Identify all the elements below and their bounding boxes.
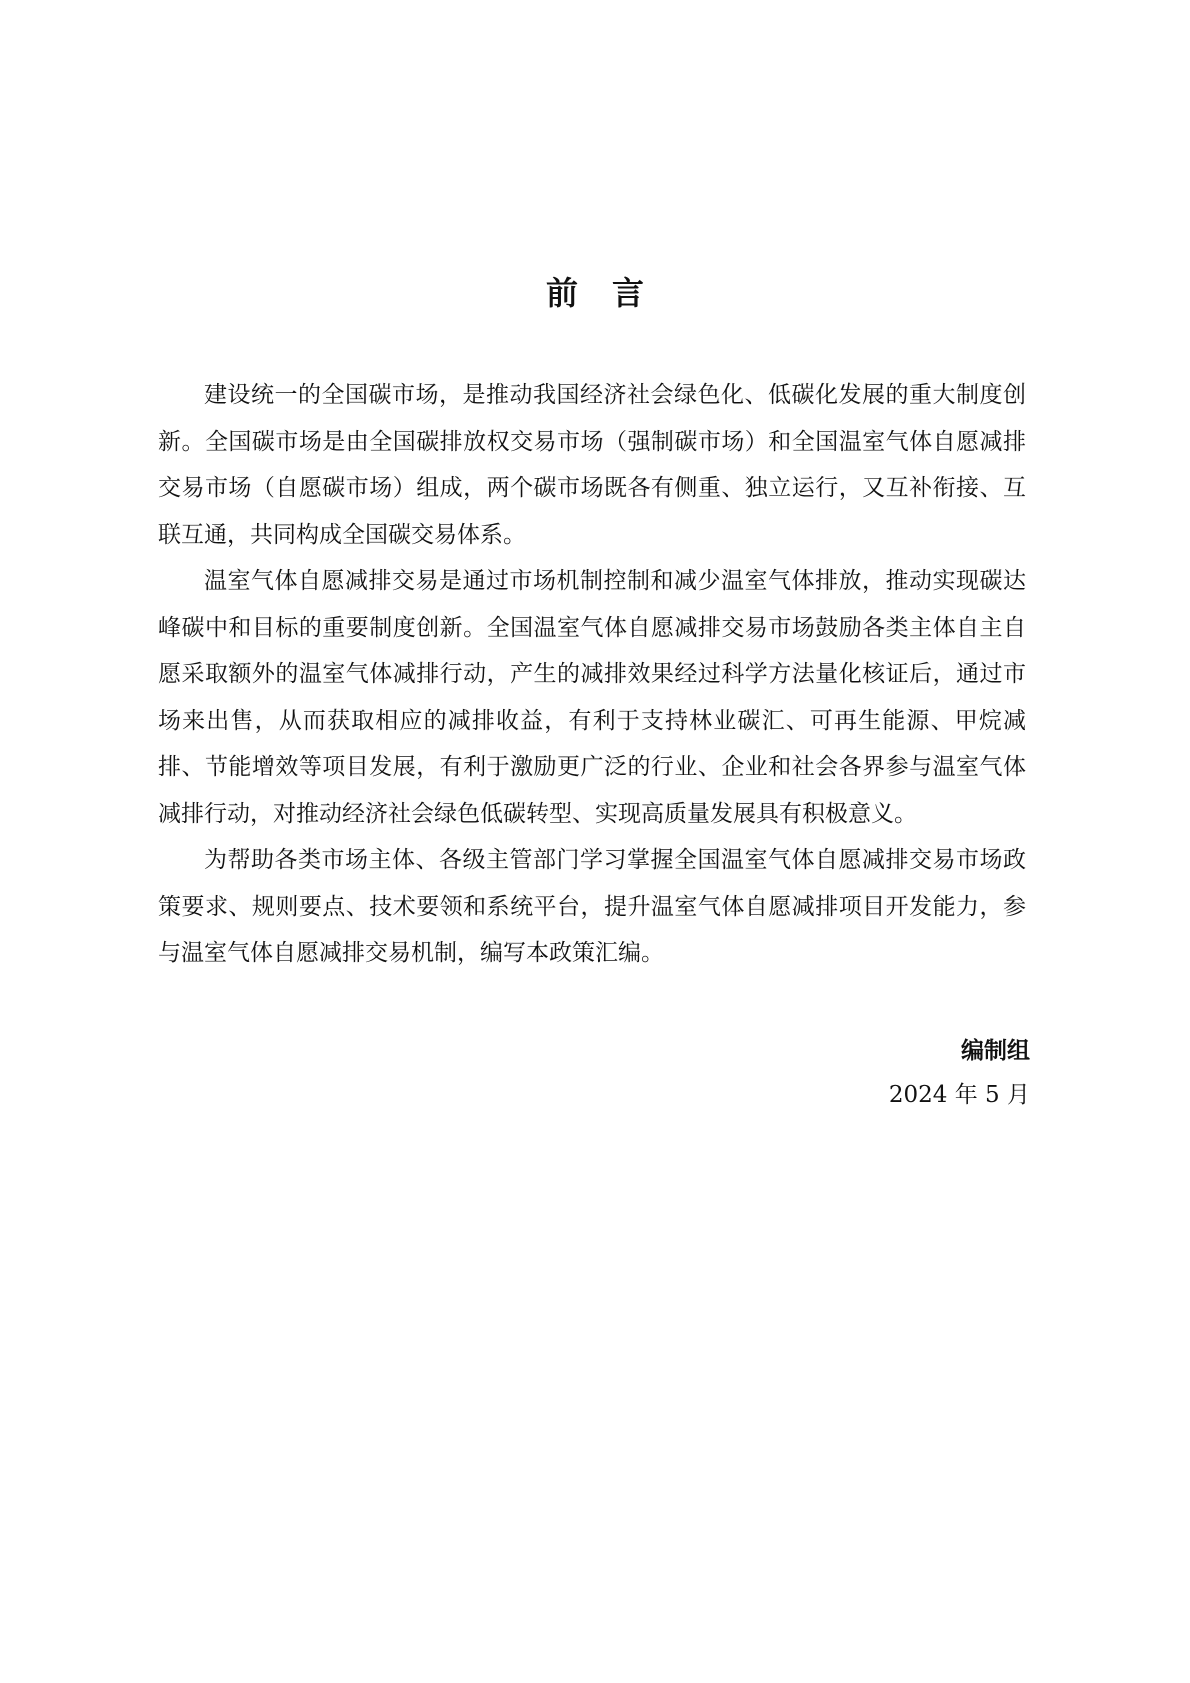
paragraph-3: 为帮助各类市场主体、各级主管部门学习掌握全国温室气体自愿减排交易市场政策要求、规则要点、技术要领和系统平台，提升温室气体自愿减排项目开发能力，参与温室气体自愿减排交易机制，编写本政策汇编。	[158, 847, 1026, 966]
title-char-1: 前	[545, 274, 578, 312]
signature-org: 编制组	[961, 1038, 1030, 1064]
title-char-2: 言	[612, 274, 645, 312]
paragraph-2: 温室气体自愿减排交易是通过市场机制控制和减少温室气体排放，推动实现碳达峰碳中和目标的重要制度创新。全国温室气体自愿减排交易市场鼓励各类主体自主自愿采取额外的温室气体减排行动，产生的减排效果经过科学方法量化核证后，通过市场来出售，从而获取相应的减排收益，有利于支持林业碳汇、可再生能源、甲烷减排、节能增效等项目发展，有利于激励更广泛的行业、企业和社会各界参与温室气体减排行动，对推动经济社会绿色低碳转型、实现高质量发展具有积极意义。	[158, 568, 1026, 827]
signature-date: 2024 年 5 月	[888, 1082, 1030, 1108]
paragraph-1: 建设统一的全国碳市场，是推动我国经济社会绿色化、低碳化发展的重大制度创新。全国碳市场是由全国碳排放权交易市场（强制碳市场）和全国温室气体自愿减排交易市场（自愿碳市场）组成，两个碳市场既各有侧重、独立运行，又互补衔接、互联互通，共同构成全国碳交易体系。	[158, 382, 1026, 548]
page-title	[0, 268, 1190, 314]
signature-block	[889, 1029, 1030, 1117]
preface-body	[158, 372, 1026, 977]
